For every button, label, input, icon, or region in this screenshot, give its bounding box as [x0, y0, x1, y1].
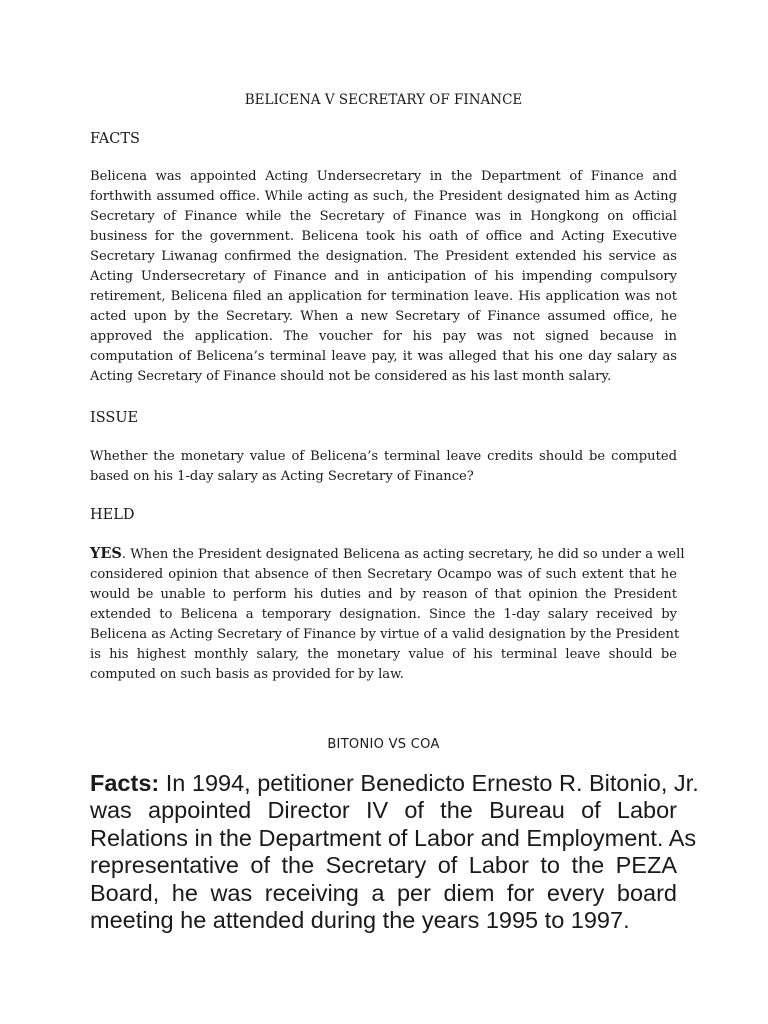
text-line: extended to Belicena a temporary designation. Since the 1-day salary received by — [90, 607, 677, 622]
text-line: Belicena as Acting Secretary of Finance by virtue of a valid designation by the President — [90, 627, 680, 642]
text-line: Relations in the Department of Labor and Employment. As — [90, 824, 697, 851]
issue-heading: ISSUE — [90, 410, 139, 426]
text-line: Secretary of Finance while the Secretary of Finance was in Hongkong on official — [90, 209, 677, 224]
text-line: Belicena was appointed Acting Undersecretary in the Department of Finance and — [90, 169, 677, 184]
case-title: BELICENA V SECRETARY OF FINANCE — [244, 92, 523, 108]
text-line: business for the government. Belicena took his oath of office and Acting Executive — [90, 229, 677, 244]
facts-label: Facts: — [90, 770, 160, 796]
text-line: retirement, Belicena filed an application for termination leave. His application was not — [90, 289, 677, 304]
text-line: Board, he was receiving a per diem for every board — [90, 879, 677, 906]
case2-facts-paragraph — [90, 770, 699, 934]
text-line: Acting Secretary of Finance should not be considered as his last month salary. — [90, 369, 612, 384]
issue-paragraph — [90, 447, 677, 487]
text-line: would be unable to perform his duties and by reason of that opinion the President — [90, 587, 677, 602]
case2-first-line: In 1994, petitioner Benedicto Ernesto R. Bitonio, Jr. — [159, 770, 699, 796]
facts-paragraph — [90, 167, 677, 387]
held-heading: HELD — [90, 507, 135, 523]
text-line: Acting Undersecretary of Finance and in anticipation of his impending compulsory — [90, 269, 677, 284]
case2-title: BITONIO VS COA — [327, 737, 440, 752]
held-answer: YES — [90, 545, 122, 562]
text-line: considered opinion that absence of then Secretary Ocampo was of such extent that he — [90, 567, 677, 582]
text-line: Whether the monetary value of Belicena’s terminal leave credits should be computed — [90, 449, 677, 464]
held-first-line: . When the President designated Belicena as acting secretary, he did so under a well — [121, 547, 685, 562]
text-line: is his highest monthly salary, the monetary value of his terminal leave should be — [90, 647, 677, 662]
text-line: approved the application. The voucher for his pay was not signed because in — [90, 329, 677, 344]
text-line: meeting he attended during the years 1995 to 1997. — [90, 907, 630, 934]
text-line: computed on such basis as provided for by law. — [90, 667, 404, 682]
text-line — [90, 770, 699, 797]
held-paragraph — [90, 544, 685, 685]
facts-heading: FACTS — [90, 131, 140, 147]
text-line: Secretary Liwanag confirmed the designation. The President extended his service as — [90, 249, 677, 264]
text-line — [90, 544, 685, 565]
text-line: was appointed Director IV of the Bureau of Labor — [90, 797, 677, 824]
text-line: forthwith assumed office. While acting as such, the President designated him as Acting — [90, 189, 677, 204]
text-line: computation of Belicena’s terminal leave pay, it was alleged that his one day salary as — [90, 349, 677, 364]
text-line: acted upon by the Secretary. When a new Secretary of Finance assumed office, he — [90, 309, 677, 324]
text-line: based on his 1-day salary as Acting Secretary of Finance? — [90, 469, 474, 484]
text-line: representative of the Secretary of Labor to the PEZA — [90, 852, 677, 879]
